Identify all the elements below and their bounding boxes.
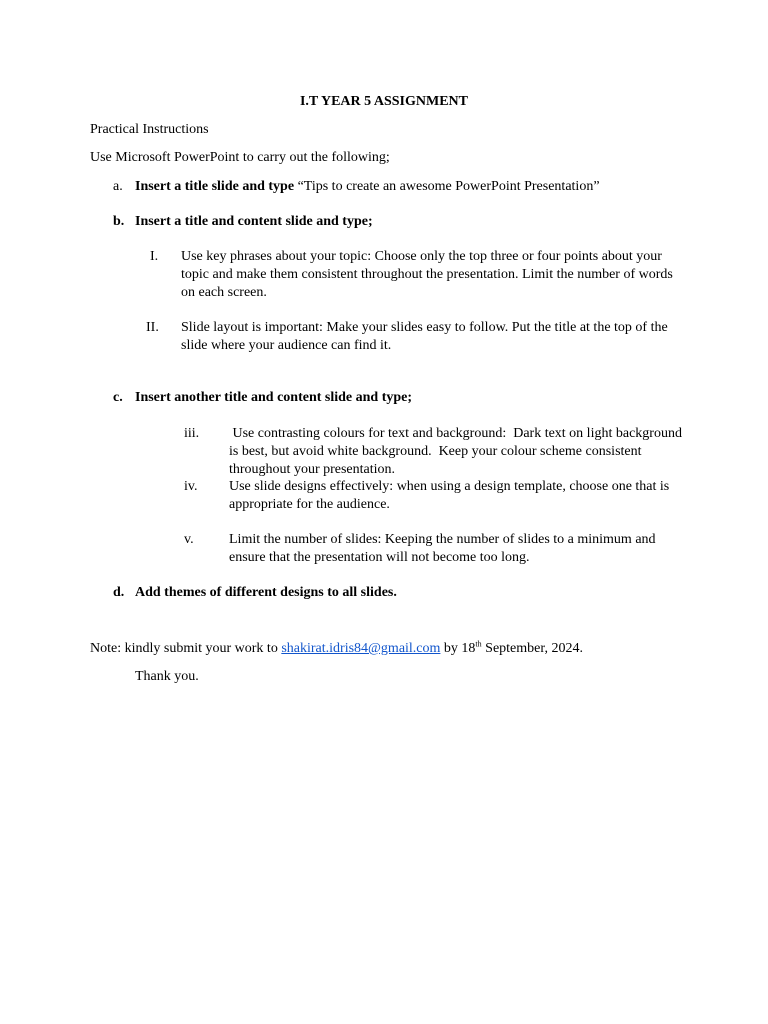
item-v-marker: v. — [184, 532, 194, 547]
list-item: is best, but avoid white background. Keep your colour scheme consistent — [229, 444, 642, 459]
section-a-bold: Insert a title slide and type — [135, 179, 295, 194]
thank-you-text: Thank you. — [135, 669, 199, 684]
document-title: I.T YEAR 5 ASSIGNMENT — [299, 94, 469, 109]
list-item: appropriate for the audience. — [229, 497, 390, 512]
date-ordinal-suffix: th — [475, 639, 482, 649]
section-c-text: Insert another title and content slide and type; — [135, 390, 413, 405]
practical-instructions-heading: Practical Instructions — [90, 122, 209, 137]
submission-note — [90, 640, 583, 658]
email-link[interactable]: shakirat.idris84@gmail.com — [281, 641, 441, 656]
note-prefix: Note: kindly submit your work to — [90, 641, 282, 656]
list-item: topic and make them consistent throughout the presentation. Limit the number of words — [181, 267, 673, 282]
note-date: September, 2024. — [481, 641, 583, 656]
list-item: Use key phrases about your topic: Choose only the top three or four points about your — [181, 249, 662, 264]
section-d-text: Add themes of different designs to all slides. — [135, 585, 397, 600]
section-a-text — [135, 178, 600, 196]
item-iii-marker: iii. — [184, 426, 200, 441]
list-item: throughout your presentation. — [229, 462, 396, 477]
section-d-marker: d. — [113, 585, 125, 600]
note-by: by 18 — [440, 641, 476, 656]
section-b-marker: b. — [113, 214, 125, 229]
list-item: slide where your audience can find it. — [181, 338, 392, 353]
section-b-text: Insert a title and content slide and type; — [135, 214, 373, 229]
section-c-marker: c. — [113, 390, 123, 405]
section-a-normal: “Tips to create an awesome PowerPoint Presentation” — [294, 179, 600, 194]
list-item: Slide layout is important: Make your slides easy to follow. Put the title at the top of the — [181, 320, 668, 335]
section-a-marker: a. — [113, 179, 123, 194]
list-item: Use contrasting colours for text and background: Dark text on light background — [229, 426, 682, 441]
list-item: Use slide designs effectively: when using a design template, choose one that is — [229, 479, 670, 494]
list-item: ensure that the presentation will not become too long. — [229, 550, 530, 565]
item-ii-marker: II. — [146, 320, 159, 335]
list-item: Limit the number of slides: Keeping the number of slides to a minimum and — [229, 532, 656, 547]
item-iv-marker: iv. — [184, 479, 198, 494]
item-i-marker: I. — [150, 249, 159, 264]
list-item: on each screen. — [181, 285, 267, 300]
intro-text: Use Microsoft PowerPoint to carry out the following; — [90, 150, 390, 165]
